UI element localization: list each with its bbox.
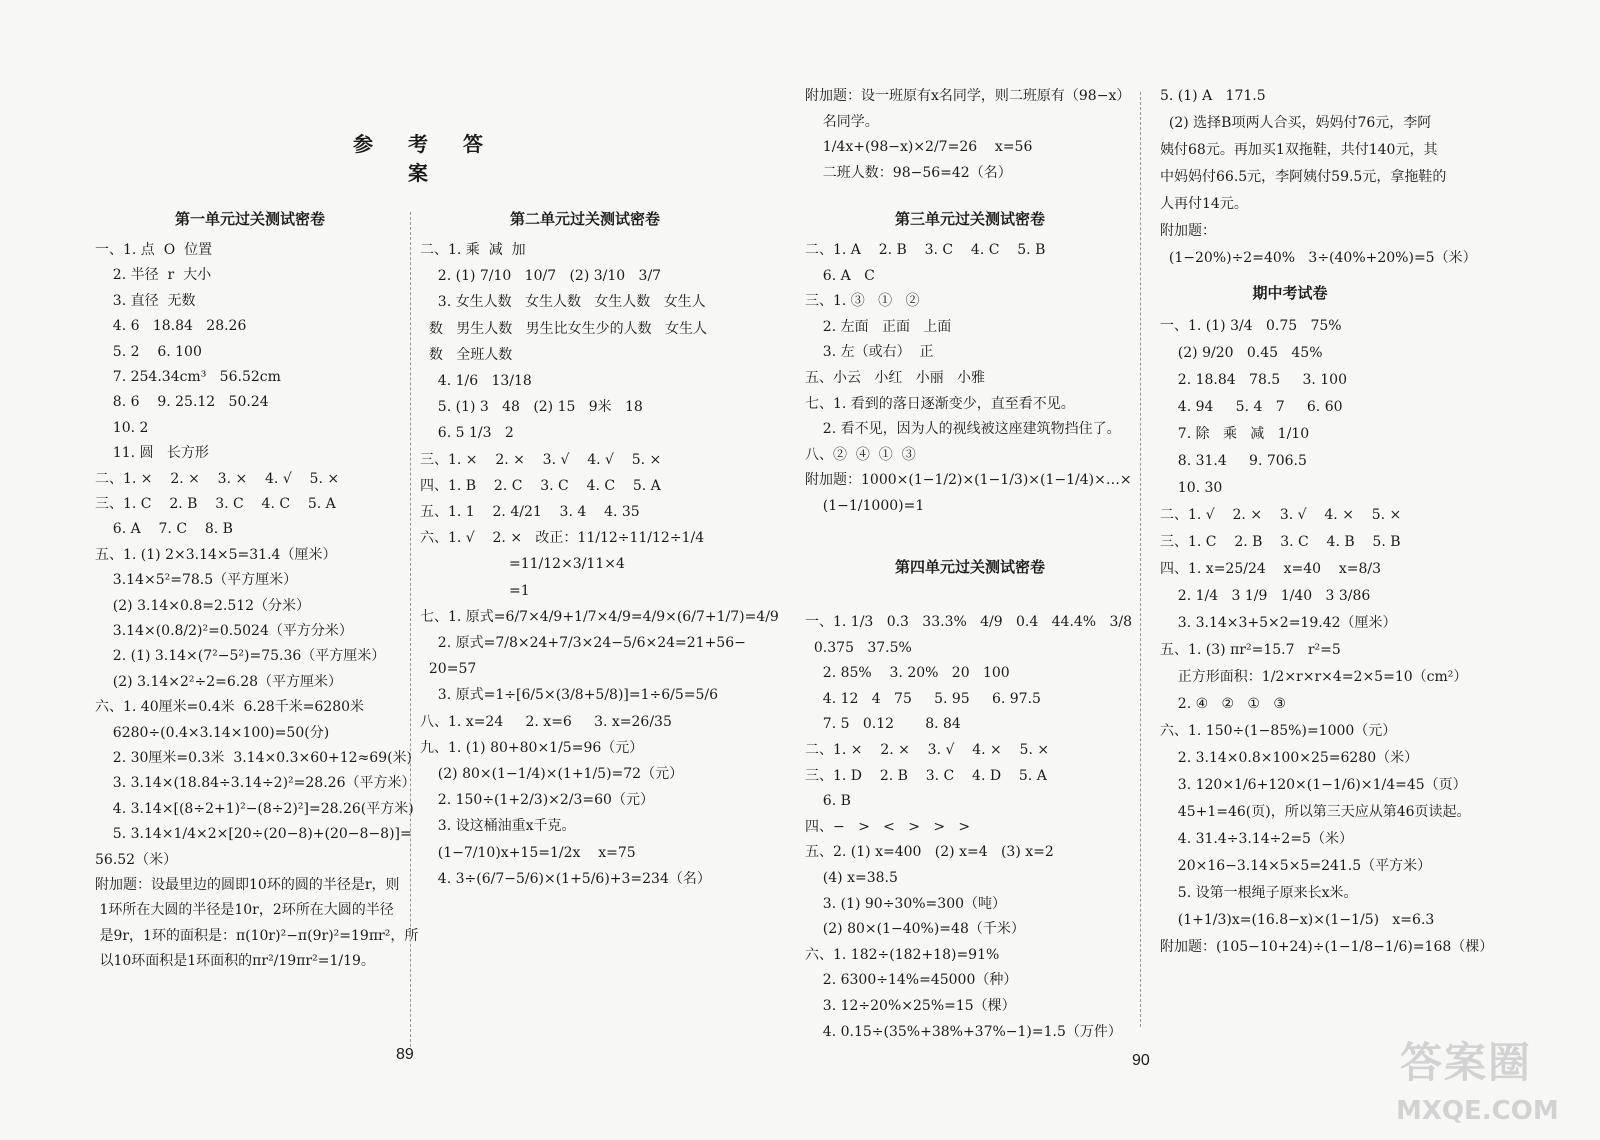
watermark-logo-text: 答案圈 [1400, 1038, 1533, 1087]
answer-line: 5. 2 6. 100 [95, 343, 202, 360]
answer-line: 4. 3.14×[(8÷2+1)²−(8÷2)²]=28.26(平方米) [95, 800, 414, 817]
answer-line: 0.375 37.5% [805, 639, 912, 656]
answer-line: 三、1. C 2. B 3. C 4. C 5. A [95, 496, 336, 512]
answer-line: 姨付68元。再加买1双拖鞋，共付140元，其 [1160, 142, 1438, 158]
answer-line: (2) 80×(1−40%)=48（千米） [805, 921, 1025, 938]
answer-line: 中妈妈付66.5元，李阿姨付59.5元，拿拖鞋的 [1160, 169, 1447, 185]
answer-line: (2) 3.14×2²÷2=6.28（平方厘米） [95, 673, 343, 690]
answer-line: 九、1. (1) 80+80×1/5=96（元） [420, 739, 644, 756]
answer-line: 2. 18.84 78.5 3. 100 [1160, 372, 1347, 388]
answer-line: 八、② ④ ① ③ [805, 446, 916, 463]
answer-line: 3. 原式=1÷[6/5×(3/8+5/8)]=1÷6/5=5/6 [420, 687, 719, 704]
answer-line: 3. 左（或右） 正 [805, 344, 934, 361]
answer-line: 10. 30 [1160, 480, 1223, 496]
answer-line: 11. 圆 长方形 [95, 445, 209, 462]
answer-line: 4. 3÷(6/7−5/6)×(1+5/6)+3=234（名） [420, 870, 711, 887]
answer-line: 3.14×(0.8/2)²=0.5024（平方分米） [95, 623, 353, 639]
answer-line: 2. 6300÷14%=45000（种） [805, 972, 1018, 989]
answer-line: 三、1. D 2. B 3. C 4. D 5. A [805, 767, 1047, 784]
answer-line: (2) 3.14×0.8=2.512（分米） [95, 597, 311, 614]
answer-line: 4. 6 18.84 28.26 [95, 318, 247, 335]
column-divider [1140, 92, 1141, 1027]
answer-line: 8. 31.4 9. 706.5 [1160, 453, 1307, 469]
answer-line: (1+1/3)x=(16.8−x)×(1−1/5) x=6.3 [1160, 912, 1435, 928]
answer-line: 六、1. √ 2. × 改正：11/12÷11/12÷1/4 [420, 530, 705, 547]
answer-line: 一、1. 点 O 位置 [95, 242, 213, 258]
answer-line: 6. A 7. C 8. B [95, 521, 233, 538]
answer-line: 6. A C [805, 267, 875, 284]
answer-line: 三、1. C 2. B 3. C 4. B 5. B [1160, 534, 1401, 550]
answer-line: 名同学。 [805, 113, 879, 130]
answer-line: 二、1. √ 2. × 3. √ 4. × 5. × [1160, 507, 1402, 523]
answer-line: 8. 6 9. 25.12 50.24 [95, 394, 269, 411]
section-title: 第四单元过关测试密卷 [894, 558, 1045, 576]
answer-line: 1/4x+(98−x)×2/7=26 x=56 [805, 139, 1033, 156]
answer-line: 5. 3.14×1/4×2×[20÷(20−8)+(20−8−8)]= [95, 826, 412, 843]
answer-line: 数 男生人数 男生比女生少的人数 女生人 [420, 320, 707, 337]
answer-line: 4. 0.15÷(35%+38%+37%−1)=1.5（万件） [805, 1023, 1122, 1040]
answer-line: 八、1. x=24 2. x=6 3. x=26/35 [420, 713, 672, 730]
answer-line: 3. 120×1/6+120×(1−1/6)×1/4=45（页） [1160, 777, 1467, 793]
answer-line: 是9r，1环的面积是：π(10r)²−π(9r)²=19πr²，所 [95, 927, 419, 944]
answer-line: 五、1. 1 2. 4/21 3. 4 4. 35 [420, 504, 640, 520]
answer-line: 6. 5 1/3 2 [420, 425, 514, 442]
answer-line: (1−20%)÷2=40% 3÷(40%+20%)=5（米） [1160, 250, 1477, 266]
answer-line: 2. 原式=7/8×24+7/3×24−5/6×24=21+56− [420, 635, 746, 651]
answer-line: 五、1. (1) 2×3.14×5=31.4（厘米） [95, 546, 337, 563]
answer-line: 5. (1) A 171.5 [1160, 88, 1266, 104]
answer-line: 7. 254.34cm³ 56.52cm [95, 369, 281, 385]
answer-line: 2. (1) 3.14×(7²−5²)=75.36（平方厘米） [95, 648, 386, 665]
answer-line: 七、1. 原式=6/7×4/9+1/7×4/9=4/9×(6/7+1/7)=4/9 [420, 608, 779, 625]
answer-line: 7. 5 0.12 8. 84 [805, 716, 961, 733]
answer-line: 3.14×5²=78.5（平方厘米） [95, 572, 298, 589]
answer-line: 七、1. 看到的落日逐渐变少，直至看不见。 [805, 395, 1075, 412]
answer-line: 四、− > < > > > [805, 818, 971, 835]
answer-line: 五、1. (3) πr²=15.7 r²=5 [1160, 642, 1341, 658]
answer-line: 5. (1) 3 48 (2) 15 9米 18 [420, 399, 643, 416]
answer-line: 四、1. x=25/24 x=40 x=8/3 [1160, 561, 1381, 577]
page-number-left: 89 [396, 1046, 414, 1063]
answer-line: 五、2. (1) x=400 (2) x=4 (3) x=2 [805, 844, 1054, 861]
answer-line: 4. 94 5. 4 7 6. 60 [1160, 399, 1343, 415]
answer-line: 3. 设这桶油重x千克。 [420, 818, 576, 835]
section-title: 第二单元过关测试密卷 [509, 210, 660, 228]
answer-line: 3. 直径 无数 [95, 292, 196, 309]
answer-line: 3. (1) 90÷30%=300（吨） [805, 895, 1007, 912]
answer-line: 2. 1/4 3 1/9 1/40 3 3/86 [1160, 588, 1371, 604]
answer-line: 附加题：1000×(1−1/2)×(1−1/3)×(1−1/4)×…× [805, 472, 1132, 489]
answer-line: 六、1. 182÷(182+18)=91% [805, 946, 1000, 963]
answer-line: 四、1. B 2. C 3. C 4. C 5. A [420, 477, 661, 494]
answer-line: 附加题： [1160, 223, 1216, 239]
answer-line: 20=57 [420, 661, 477, 678]
answer-line: 2. 左面 正面 上面 [805, 318, 952, 335]
watermark-url: MXQE.COM [1396, 1096, 1559, 1126]
answer-line: 附加题：设一班原有x名同学，则二班原有（98−x） [805, 88, 1131, 104]
answer-line: 4. 12 4 75 5. 95 6. 97.5 [805, 690, 1041, 707]
section-title: 第三单元过关测试密卷 [894, 210, 1045, 228]
answer-line: 2. ④ ② ① ③ [1160, 696, 1286, 712]
answer-line: (2) 80×(1−1/4)×(1+1/5)=72（元） [420, 766, 684, 782]
answer-line: 4. 31.4÷3.14÷2=5（米） [1160, 831, 1353, 847]
answer-line: 3. 12÷20%×25%=15（棵） [805, 998, 1016, 1014]
answer-line: 7. 除 乘 减 1/10 [1160, 426, 1310, 442]
answer-line: 二、1. × 2. × 3. √ 4. × 5. × [805, 742, 1050, 758]
answer-line: 正方形面积：1/2×r×r×4=2×5=10（cm²） [1160, 669, 1468, 685]
answer-line: 10. 2 [95, 419, 149, 436]
answer-line: (2) 选择B项两人合买，妈妈付76元，李阿 [1160, 115, 1432, 131]
answer-line: 人再付14元。 [1160, 196, 1248, 212]
answer-line: 2. (1) 7/10 10/7 (2) 3/10 3/7 [420, 268, 662, 285]
answer-line: 3. 3.14×(18.84÷3.14÷2)²=28.26（平方米） [95, 775, 416, 792]
answer-line: 1环所在大圆的半径是10r，2环所在大圆的半径 [95, 902, 394, 919]
answer-line: 一、1. 1/3 0.3̇ 33.3% 4/9 0.4̇ 44.4% 3/8 [805, 614, 1132, 630]
answer-line: 3. 女生人数 女生人数 女生人数 女生人 [420, 294, 706, 311]
answer-line: 三、1. ③ ① ② [805, 293, 920, 310]
answer-line: (2) 9/20 0.45 45% [1160, 345, 1323, 361]
answer-line: 3. 3.14×3+5×2=19.42（厘米） [1160, 615, 1397, 631]
answer-line: 5. 设第一根绳子原来长x米。 [1160, 885, 1358, 901]
page-title: 参 考 答 案 [353, 132, 497, 185]
answer-line: 2. 半径 r 大小 [95, 267, 212, 284]
answer-line: 附加题：(105−10+24)÷(1−1/8−1/6)=168（棵） [1160, 939, 1494, 955]
answer-line: 6. B [805, 793, 851, 810]
answer-line: 五、小云 小红 小丽 小雅 [805, 370, 986, 386]
answer-line: =11/12×3/11×4 [420, 556, 625, 573]
answer-line: 6280÷(0.4×3.14×100)=50(分) [95, 724, 330, 741]
answer-line: 六、1. 40厘米=0.4米 6.28千米=6280米 [95, 699, 365, 716]
answer-line: 附加题：设最里边的圆即10环的圆的半径是r，则 [95, 877, 400, 893]
answer-line: 2. 85% 3. 20% 20 100 [805, 665, 1010, 682]
answer-line: (1−1/1000)=1 [805, 498, 925, 514]
answer-line: 4. 1/6 13/18 [420, 373, 532, 389]
answer-line: 56.52（米） [95, 851, 178, 868]
answer-line: 三、1. × 2. × 3. √ 4. √ 5. × [420, 451, 662, 468]
answer-line: 2. 看不见，因为人的视线被这座建筑物挡住了。 [805, 421, 1121, 438]
answer-line: 一、1. (1) 3/4 0.75 75% [1160, 318, 1342, 334]
answer-line: 二、1. 乘 减 加 [420, 242, 526, 258]
answer-line: 45+1=46(页)，所以第三天应从第46页读起。 [1160, 804, 1471, 820]
answer-line: =1 [420, 582, 530, 599]
section-title: 期中考试卷 [1252, 284, 1328, 302]
answer-line: 2. 30厘米=0.3米 3.14×0.3×60+12≈69(米) [95, 750, 413, 766]
answer-line: 六、1. 150÷(1−85%)=1000（元） [1160, 723, 1397, 739]
answer-line: 20×16−3.14×5×5=241.5（平方米） [1160, 858, 1432, 874]
answer-line: 数 全班人数 [420, 346, 513, 363]
answer-line: 2. 150÷(1+2/3)×2/3=60（元） [420, 792, 654, 809]
answer-line: 二、1. × 2. × 3. × 4. √ 5. × [95, 470, 340, 487]
answer-line: 二、1. A 2. B 3. C 4. C 5. B [805, 242, 1046, 258]
answer-line: (4) x=38.5 [805, 870, 898, 886]
answer-line: 以10环面积是1环面积的πr²/19πr²=1/19。 [95, 953, 375, 970]
page-number-right: 90 [1132, 1052, 1150, 1069]
answer-line: 2. 3.14×0.8×100×25=6280（米） [1160, 750, 1419, 766]
column-divider [410, 212, 411, 1047]
watermark [1390, 1030, 1590, 1130]
answer-line: (1−7/10)x+15=1/2x x=75 [420, 844, 636, 861]
section-title: 第一单元过关测试密卷 [174, 210, 325, 228]
answer-line: 二班人数：98−56=42（名） [805, 164, 1012, 181]
